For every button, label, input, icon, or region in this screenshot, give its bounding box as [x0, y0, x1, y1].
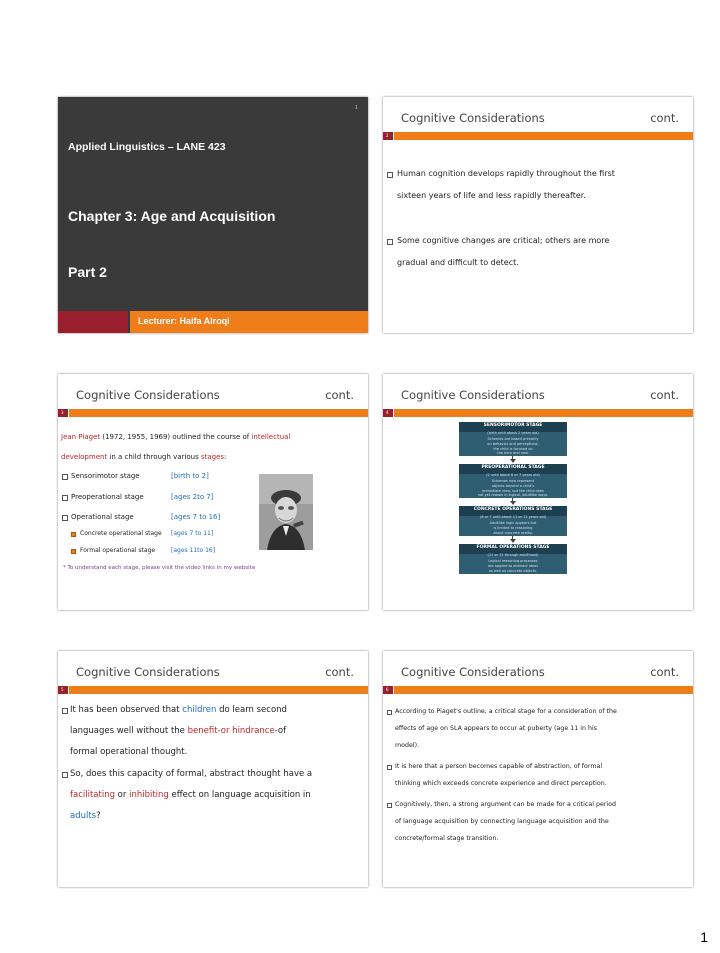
stage-desc: the child is focused on: [493, 447, 533, 451]
stage-desc: Schemes now represent: [491, 479, 535, 483]
stage-desc: Adultlike logic appears but: [489, 521, 537, 525]
footer-bar-orange: [130, 311, 368, 333]
band-red: [58, 686, 68, 694]
intro-line-2: [61, 453, 226, 461]
stage-desc: on behavior and perceptions;: [487, 442, 539, 446]
benefit-hindrance-highlight: benefit-or hindrance: [187, 726, 275, 736]
slide-3: [58, 374, 368, 610]
band-orange: [394, 409, 693, 417]
bullet-icon: [387, 710, 392, 715]
slide-header: [58, 374, 368, 405]
band-red: [383, 409, 393, 417]
p2-line-1: So, does this capacity of formal, abstract thought have a: [70, 769, 313, 779]
bullet-icon: [387, 239, 393, 245]
slide-cont-label: cont.: [325, 665, 354, 679]
arrow-down-icon: [510, 539, 516, 543]
p2-text: or: [114, 790, 130, 800]
slide-cont-label: cont.: [650, 665, 679, 679]
bullet-3-line-2: of language acquisition by connecting language acquisition and the: [395, 818, 609, 825]
stage-desc: the here and now.: [497, 451, 529, 455]
stage-age-range: (2 until about 6 or 7 years old): [486, 473, 540, 477]
lecturer-name: Lecturer: Haifa Alroqi: [138, 316, 230, 326]
slide-number: 3: [61, 410, 64, 415]
bullet-1-line-2: sixteen years of life and less rapidly thereafter.: [397, 191, 586, 200]
stage-age-range: (11 or 12 through adulthood): [487, 553, 539, 557]
bullet-2-line-2: thinking which exceeds concrete experience and direct perception.: [395, 780, 607, 787]
stage-ages: [ages 7 to 16]: [171, 513, 221, 521]
bullet-1-line-2: effects of age on SLA appears to occur at puberty (age 11 in his: [395, 725, 597, 732]
facilitating-highlight: facilitating: [70, 790, 115, 800]
footer-bar-red: [58, 311, 128, 333]
slide-body: [58, 697, 368, 887]
slide-title: Cognitive Considerations: [401, 111, 545, 125]
slide-1-title: [58, 97, 368, 333]
stage-desc: is limited to reasoning: [493, 526, 533, 530]
header-band: [383, 409, 693, 417]
stage-age-range: (birth until about 2 years old): [487, 431, 539, 435]
slide-body: [383, 143, 693, 333]
slide-2: [383, 97, 693, 333]
piaget-name: Jean Piaget: [61, 433, 101, 441]
piaget-photo: [259, 474, 313, 550]
stage-desc: Logical reasoning processes: [488, 559, 538, 563]
band-red: [383, 132, 393, 140]
stage-desc: Schemes are based primarily: [487, 437, 539, 441]
bullet-icon: [387, 765, 392, 770]
band-orange: [69, 686, 368, 694]
slide-number: 1: [354, 105, 358, 111]
bullet-icon: [62, 495, 68, 501]
p2-line-3: [70, 811, 101, 821]
stage-ages: [ages 2to 7]: [171, 493, 214, 501]
stage-desc: as well as concrete objects.: [488, 569, 538, 573]
band-red: [58, 409, 68, 417]
p1-text: -of: [274, 726, 287, 736]
slide-title: Cognitive Considerations: [76, 665, 220, 679]
stage-diagram: [383, 420, 693, 610]
header-band: [58, 409, 368, 417]
bullet-icon: [62, 708, 68, 714]
slide-body: [383, 697, 693, 887]
p2-line-2: [70, 790, 311, 800]
p1-text: It has been observed that: [70, 705, 183, 715]
substage-ages: [ages 11to 16]: [171, 547, 216, 554]
p1-line-3: formal operational thought.: [70, 747, 188, 757]
stage-age-range: (6 or 7 until about 11 or 12 years old): [479, 515, 547, 519]
bullet-3-line-3: concrete/formal stage transition.: [395, 835, 499, 842]
bullet-1-line-1: Human cognition develops rapidly throughout the first: [397, 169, 615, 178]
band-orange: [394, 132, 693, 140]
chapter-title-line-2: Part 2: [68, 264, 107, 280]
slide-title: Cognitive Considerations: [401, 665, 545, 679]
slide-6: [383, 651, 693, 887]
bullet-icon: [62, 772, 68, 778]
header-band: [58, 686, 368, 694]
slide-header: [383, 374, 693, 405]
intro-colon: :: [224, 453, 227, 461]
portrait-image: [259, 474, 313, 550]
slide-title: Cognitive Considerations: [76, 388, 220, 402]
slide-header: [383, 651, 693, 682]
substage-ages: [ages 7 to 11]: [171, 530, 214, 537]
stage-name: Preoperational stage: [71, 493, 144, 501]
footer-bar: [58, 311, 368, 333]
stage-desc: immediate view, but the child does: [482, 489, 544, 493]
stage-desc: about concrete reality.: [493, 531, 533, 535]
substage-name: Formal operational stage: [80, 547, 156, 554]
intro-line-1: [61, 433, 290, 441]
slide-cont-label: cont.: [650, 111, 679, 125]
slide-header: [58, 651, 368, 682]
stage-ages: [birth to 2]: [171, 472, 209, 480]
inhibiting-highlight: inhibiting: [129, 790, 169, 800]
slide-body: [58, 420, 368, 610]
stage-box-sensorimotor: [459, 422, 567, 456]
intro-text: in a child through various: [107, 453, 201, 461]
slide-header: [383, 97, 693, 128]
p1-text: do learn second: [216, 705, 287, 715]
stage-box-preoperational: [459, 464, 567, 498]
slide-number: 4: [386, 410, 389, 415]
header-band: [383, 132, 693, 140]
band-orange: [69, 409, 368, 417]
stage-name: Operational stage: [71, 513, 134, 521]
arrow-down-icon: [510, 459, 516, 463]
children-highlight: children: [182, 705, 217, 715]
substage-name: Concrete operational stage: [80, 530, 162, 537]
sub-bullet-icon: [71, 532, 76, 537]
course-name: Applied Linguistics – LANE 423: [68, 141, 226, 153]
p1-line-1: [70, 705, 287, 715]
bullet-icon: [62, 515, 68, 521]
video-note: * To understand each stage, please visit the video links in my website: [63, 565, 256, 571]
bullet-1-line-3: model).: [395, 742, 420, 749]
chapter-title-line-1: Chapter 3: Age and Acquisition: [68, 208, 276, 224]
stage-name: Sensorimotor stage: [71, 472, 140, 480]
bullet-icon: [387, 172, 393, 178]
bullet-1-line-1: According to Piaget's outline, a critical stage for a consideration of the: [395, 708, 617, 715]
intellectual-highlight: intellectual: [251, 433, 291, 441]
bullet-2-line-1: It is here that a person becomes capable of abstraction, of formal: [395, 763, 603, 770]
slide-number: 5: [61, 687, 64, 692]
stage-heading: CONCRETE OPERATIONS STAGE: [459, 506, 567, 516]
adults-highlight: adults: [70, 811, 97, 821]
slide-5: [58, 651, 368, 887]
stage-desc: are applied to abstract ideas: [487, 564, 539, 568]
p2-text: effect on language acquisition in: [168, 790, 311, 800]
stage-desc: objects beyond a child's: [491, 484, 535, 488]
bullet-2-line-1: Some cognitive changes are critical; others are more: [397, 236, 610, 245]
bullet-2-line-2: gradual and difficult to detect.: [397, 258, 519, 267]
sub-bullet-icon: [71, 549, 76, 554]
stage-heading: FORMAL OPERATIONS STAGE: [459, 544, 567, 554]
p2-text: ?: [96, 811, 101, 821]
p1-line-2: [70, 726, 286, 736]
slide-cont-label: cont.: [650, 388, 679, 402]
chapter-title: [68, 174, 275, 314]
page-number: 1: [700, 929, 708, 945]
slide-number: 2: [386, 133, 389, 138]
slide-number: 6: [386, 687, 389, 692]
stages-highlight: stages: [200, 453, 225, 461]
band-red: [383, 686, 393, 694]
bullet-icon: [387, 803, 392, 808]
stage-heading: SENSORIMOTOR STAGE: [459, 422, 567, 432]
stage-box-formal: [459, 544, 567, 574]
slide-title: Cognitive Considerations: [401, 388, 545, 402]
header-band: [383, 686, 693, 694]
arrow-down-icon: [510, 501, 516, 505]
development-highlight: development: [61, 453, 108, 461]
slide-cont-label: cont.: [325, 388, 354, 402]
intro-text: (1972, 1955, 1969) outlined the course of: [100, 433, 252, 441]
p1-text: languages well without the: [70, 726, 188, 736]
bullet-icon: [62, 474, 68, 480]
stage-box-concrete: [459, 506, 567, 536]
stage-desc: not yet reason in logical, adultlike ways.: [477, 493, 549, 497]
bullet-3-line-1: Cognitively, then, a strong argument can be made for a critical period: [395, 801, 617, 808]
stage-heading: PREOPERATIONAL STAGE: [459, 464, 567, 474]
slide-4: [383, 374, 693, 610]
band-orange: [394, 686, 693, 694]
